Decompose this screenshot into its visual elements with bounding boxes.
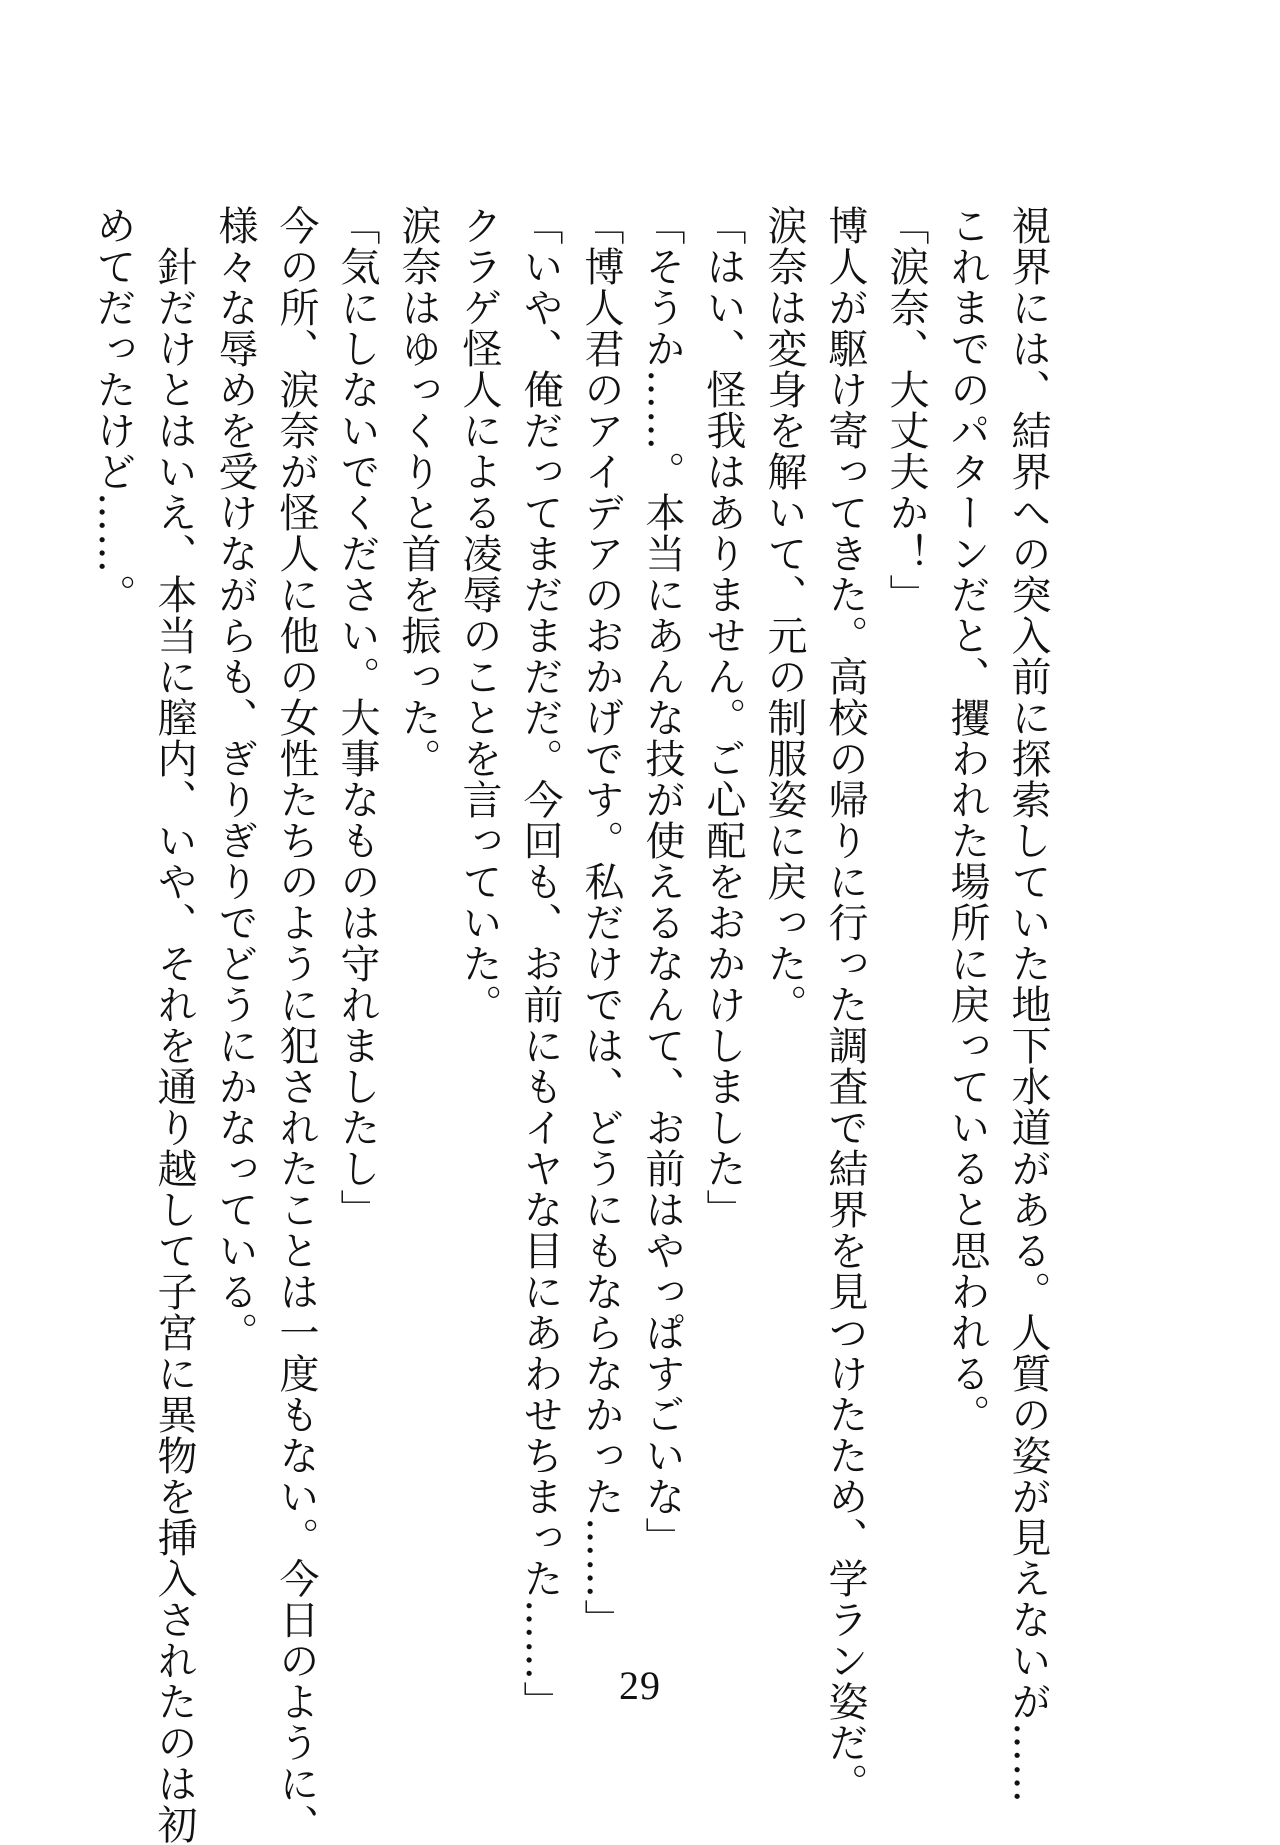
text-line: めてだったけど……。: [90, 205, 136, 615]
text-line: 「博人君のアイデアのおかげです。私だけでは、どうにもならなかった……」: [578, 205, 624, 1640]
page-number: 29: [619, 1663, 661, 1708]
text-line: 「いや、俺だってまだまだだ。今回も、お前にもイヤな目にあわせちまった……」: [517, 205, 563, 1722]
text-line: クラゲ怪人による凌辱のことを言っていた。: [456, 205, 502, 1025]
text-line: 今の所、涙奈が怪人に他の女性たちのように犯されたことは一度もない。今日のように、: [273, 205, 319, 1845]
text-line: 視界には、結界への突入前に探索していた地下水道がある。人質の姿が見えないが……: [1005, 205, 1051, 1804]
text-line: 「涙奈、大丈夫か！」: [883, 205, 929, 615]
text-line: これまでのパターンだと、攫われた場所に戻っていると思われる。: [944, 205, 990, 1435]
text-line: 博人が駆け寄ってきた。高校の帰りに行った調査で結界を見つけたため、学ラン姿だ。: [822, 205, 868, 1804]
text-line: 「気にしないでください。大事なものは守れましたし」: [334, 205, 380, 1230]
text-line: 涙奈は変身を解いて、元の制服姿に戻った。: [761, 205, 807, 1025]
text-line: 様々な辱めを受けながらも、ぎりぎりでどうにかなっている。: [212, 205, 258, 1353]
text-line: 「そうか……。本当にあんな技が使えるなんて、お前はやっぱすごいな」: [639, 205, 685, 1558]
text-line: 「はい、怪我はありません。ご心配をおかけしました」: [700, 205, 746, 1230]
text-line: 涙奈はゆっくりと首を振った。: [395, 205, 441, 779]
text-line: 針だけとはいえ、本当に膣内、いや、それを通り越して子宮に異物を挿入されたのは初: [151, 205, 197, 1845]
